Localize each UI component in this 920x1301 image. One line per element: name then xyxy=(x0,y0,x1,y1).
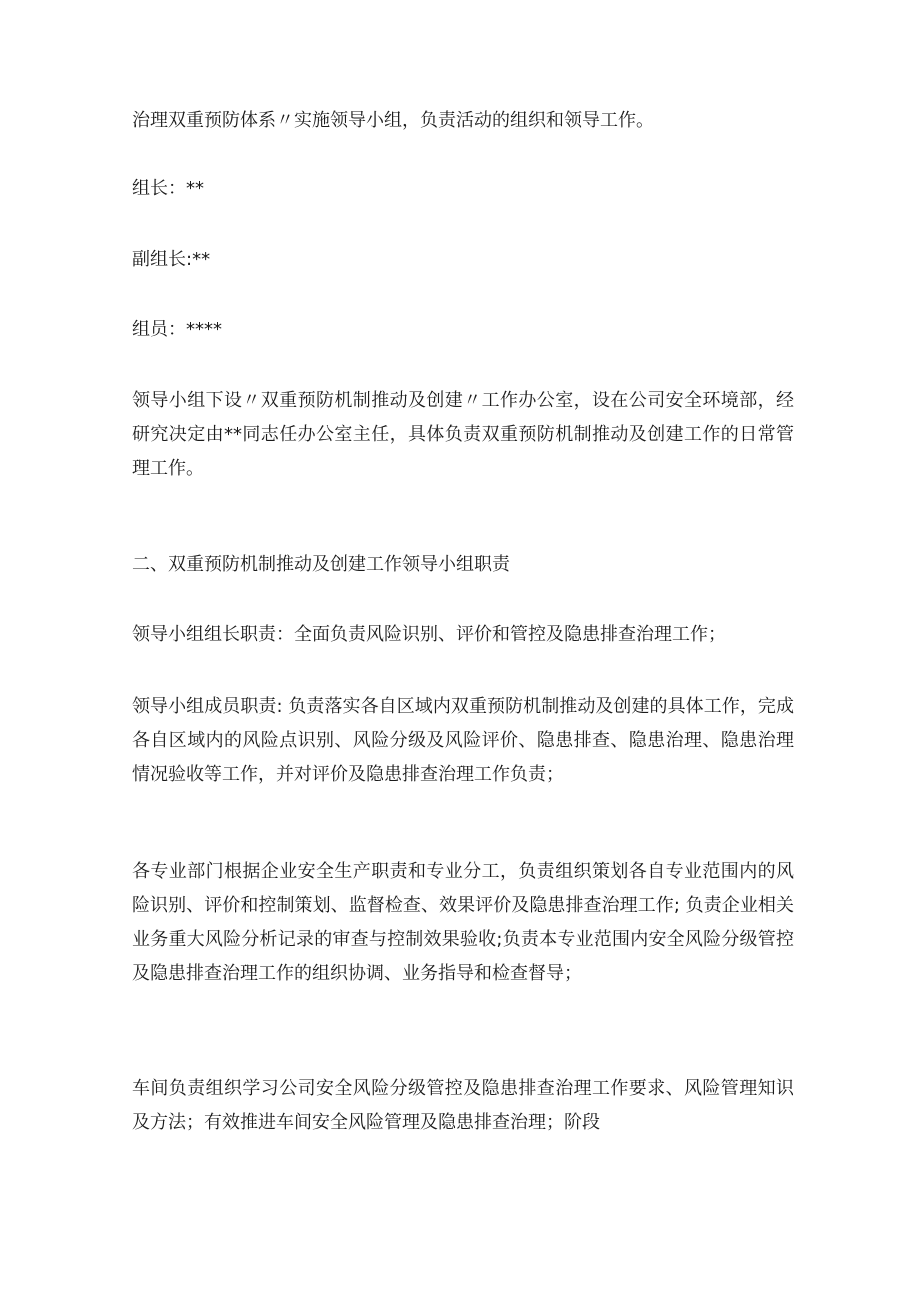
paragraph-leader-duties: 领导小组组长职责：全面负责风险识别、评价和管控及隐患排查治理工作； xyxy=(132,624,726,645)
paragraph-workshop-duties: 车间负责组织学习公司安全风险分级管控及隐患排查治理工作要求、风险管理知识及方法；有效推进车间安全风险管理及隐患排查治理；阶段 xyxy=(132,1078,794,1133)
paragraph-office-setup: 领导小组下设〃双重预防机制推动及创建〃工作办公室，设在公司安全环境部，经研究决定由**同志任办公室主任，具体负责双重预防机制推动及创建工作的日常管理工作。 xyxy=(132,390,794,479)
paragraph-member-duties: 领导小组成员职责: 负责落实各自区域内双重预防机制推动及创建的具体工作，完成各自区域内的风险点识别、风险分级及风险评价、隐患排查、隐患治理、隐患治理情况验收等工作，并对评价及隐患排查治理工作负责； xyxy=(132,696,794,785)
paragraph-leadership-group: 治理双重预防体系〃实施领导小组，负责活动的组织和领导工作。 xyxy=(132,110,654,131)
section-heading-responsibilities: 二、双重预防机制推动及创建工作领导小组职责 xyxy=(132,554,510,575)
paragraph-deputy-leader: 副组长:** xyxy=(132,249,211,270)
paragraph-group-leader: 组长：** xyxy=(132,178,204,199)
paragraph-department-duties: 各专业部门根据企业安全生产职责和专业分工，负责组织策划各自专业范围内的风险识别、评价和控制策划、监督检查、效果评价及隐患排查治理工作; 负责企业相关业务重大风险分析记录的审查与控制效果验收;负责本专业范围内安全风险分级管控及隐患排查治理工作的组织协调、业务指导和检查督导； xyxy=(132,861,794,984)
paragraph-group-members: 组员：**** xyxy=(132,319,222,340)
